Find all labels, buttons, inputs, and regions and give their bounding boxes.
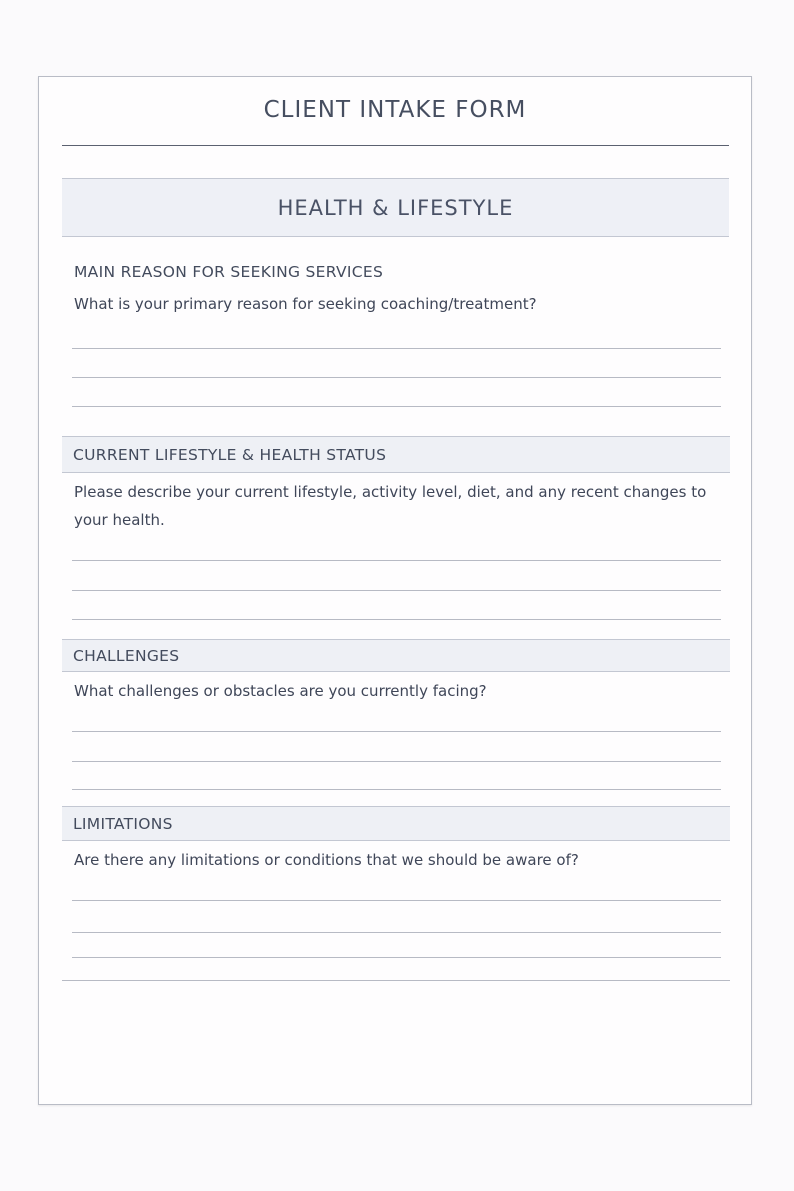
answer-line-main-reason-2[interactable] [72,377,721,378]
answer-line-limitations-2[interactable] [72,932,721,933]
answer-line-limitations-1[interactable] [72,900,721,901]
answer-line-main-reason-1[interactable] [72,348,721,349]
form-page [38,76,752,1105]
block-heading-challenges: CHALLENGES [62,639,730,672]
prompt-lifestyle: Please describe your current lifestyle, activity level, diet, and any recent changes to your health. [74,483,707,529]
prompt-main-reason: What is your primary reason for seeking coaching/treatment? [74,295,537,313]
answer-line-challenges-2[interactable] [72,761,721,762]
answer-line-lifestyle-3[interactable] [72,619,721,620]
form-title: CLIENT INTAKE FORM [263,97,527,123]
answer-line-lifestyle-1[interactable] [72,560,721,561]
title-divider [62,145,729,146]
section-banner: HEALTH & LIFESTYLE [62,178,729,237]
block-heading-lifestyle: CURRENT LIFESTYLE & HEALTH STATUS [62,436,730,473]
answer-line-challenges-1[interactable] [72,731,721,732]
block-heading-main-reason: MAIN REASON FOR SEEKING SERVICES [74,263,384,281]
answer-line-main-reason-3[interactable] [72,406,721,407]
answer-line-limitations-3[interactable] [72,957,721,958]
block-heading-limitations: LIMITATIONS [62,806,730,841]
form-end-divider [62,980,730,981]
answer-line-lifestyle-2[interactable] [72,590,721,591]
prompt-challenges: What challenges or obstacles are you currently facing? [74,682,487,700]
answer-line-challenges-3[interactable] [72,789,721,790]
prompt-limitations: Are there any limitations or conditions that we should be aware of? [74,851,579,869]
